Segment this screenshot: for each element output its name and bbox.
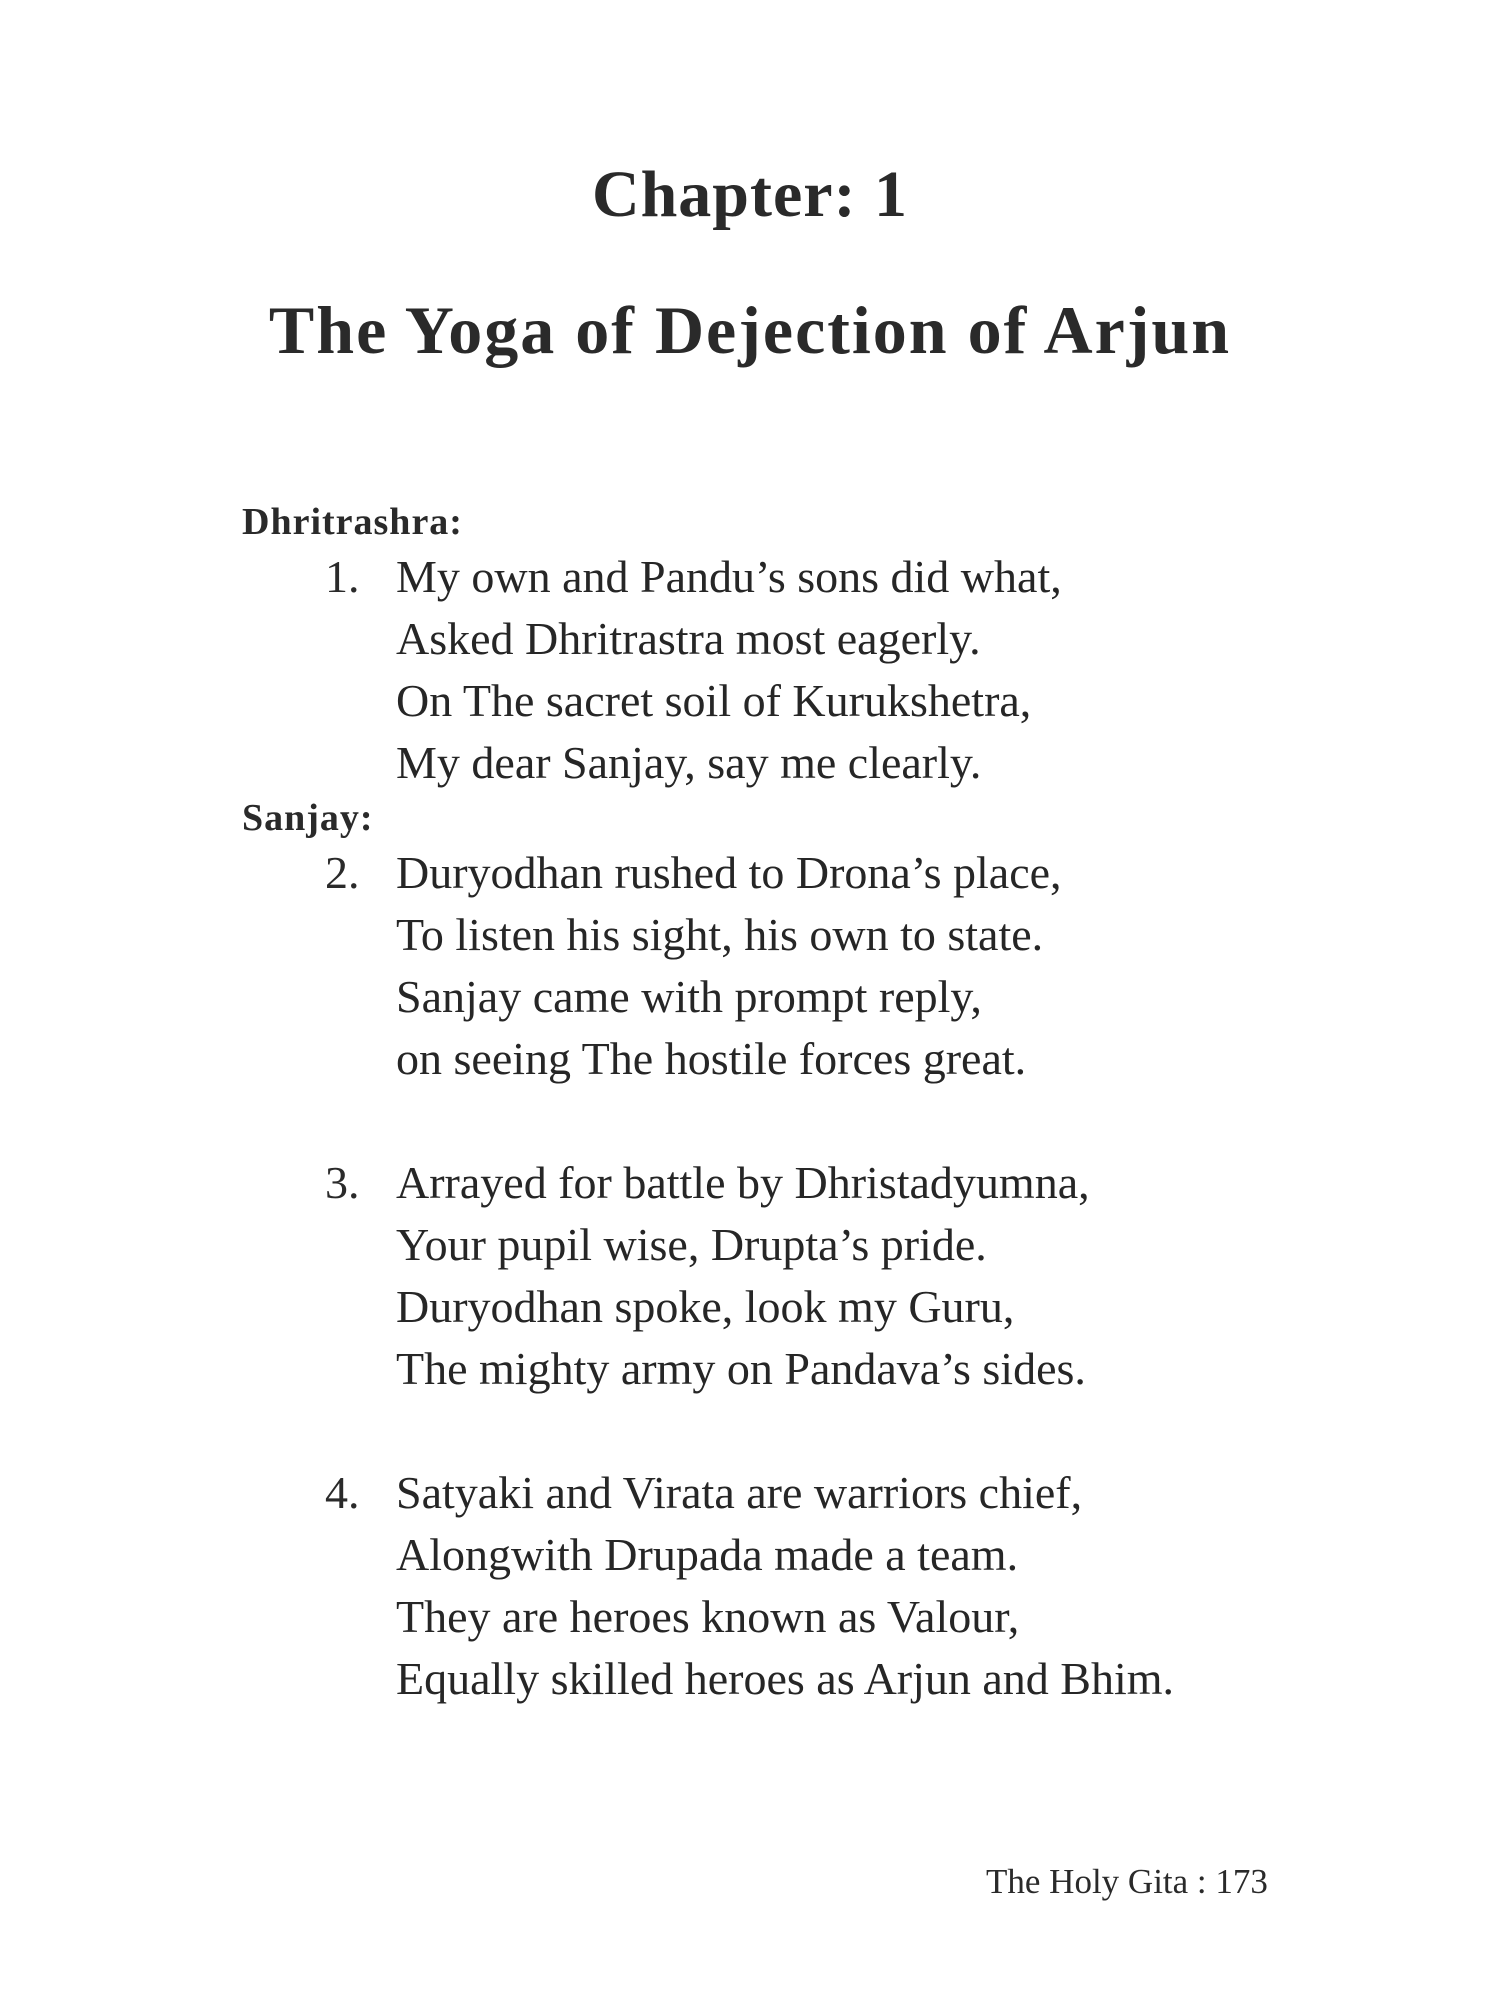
verse-line: My dear Sanjay, say me clearly. [396,737,982,788]
verse-line: Duryodhan spoke, look my Guru, [396,1281,1015,1332]
verse-line: They are heroes known as Valour, [396,1591,1020,1642]
chapter-heading: Chapter: 1 [591,158,909,231]
verse-number: 1. [325,551,360,602]
verse-2 [240,842,1380,1090]
page-footer: The Holy Gita : 173 [986,1862,1268,1901]
verse-line: Alongwith Drupada made a team. [396,1529,1019,1580]
verse-line: Arrayed for battle by Dhristadyumna, [396,1157,1090,1208]
verse-content [240,498,1380,1710]
speaker-label: Sanjay: [242,797,374,839]
verse-line: on seeing The hostile forces great. [396,1033,1027,1084]
verse-line: My own and Pandu’s sons did what, [396,551,1062,602]
verse-1 [240,546,1380,794]
speaker-section [240,794,1380,1710]
verse-number: 4. [325,1467,360,1518]
speaker-section [240,498,1380,794]
verse-line: Sanjay came with prompt reply, [396,971,982,1022]
speaker-label: Dhritrashra: [242,501,463,543]
chapter-title: The Yoga of Dejection of Arjun [268,292,1232,368]
verse-line: Satyaki and Virata are warriors chief, [396,1467,1083,1518]
verse-line: Your pupil wise, Drupta’s pride. [396,1219,987,1270]
verse-line: On The sacret soil of Kurukshetra, [396,675,1032,726]
verse-line: To listen his sight, his own to state. [396,909,1044,960]
verse-4 [240,1462,1380,1710]
verse-line: Asked Dhritrastra most eagerly. [396,613,981,664]
verse-line: The mighty army on Pandava’s sides. [396,1343,1086,1394]
verse-number: 3. [325,1157,360,1208]
verse-line: Duryodhan rushed to Drona’s place, [396,847,1062,898]
verse-number: 2. [325,847,360,898]
verse-line: Equally skilled heroes as Arjun and Bhim. [396,1653,1175,1704]
verse-3 [240,1152,1380,1400]
